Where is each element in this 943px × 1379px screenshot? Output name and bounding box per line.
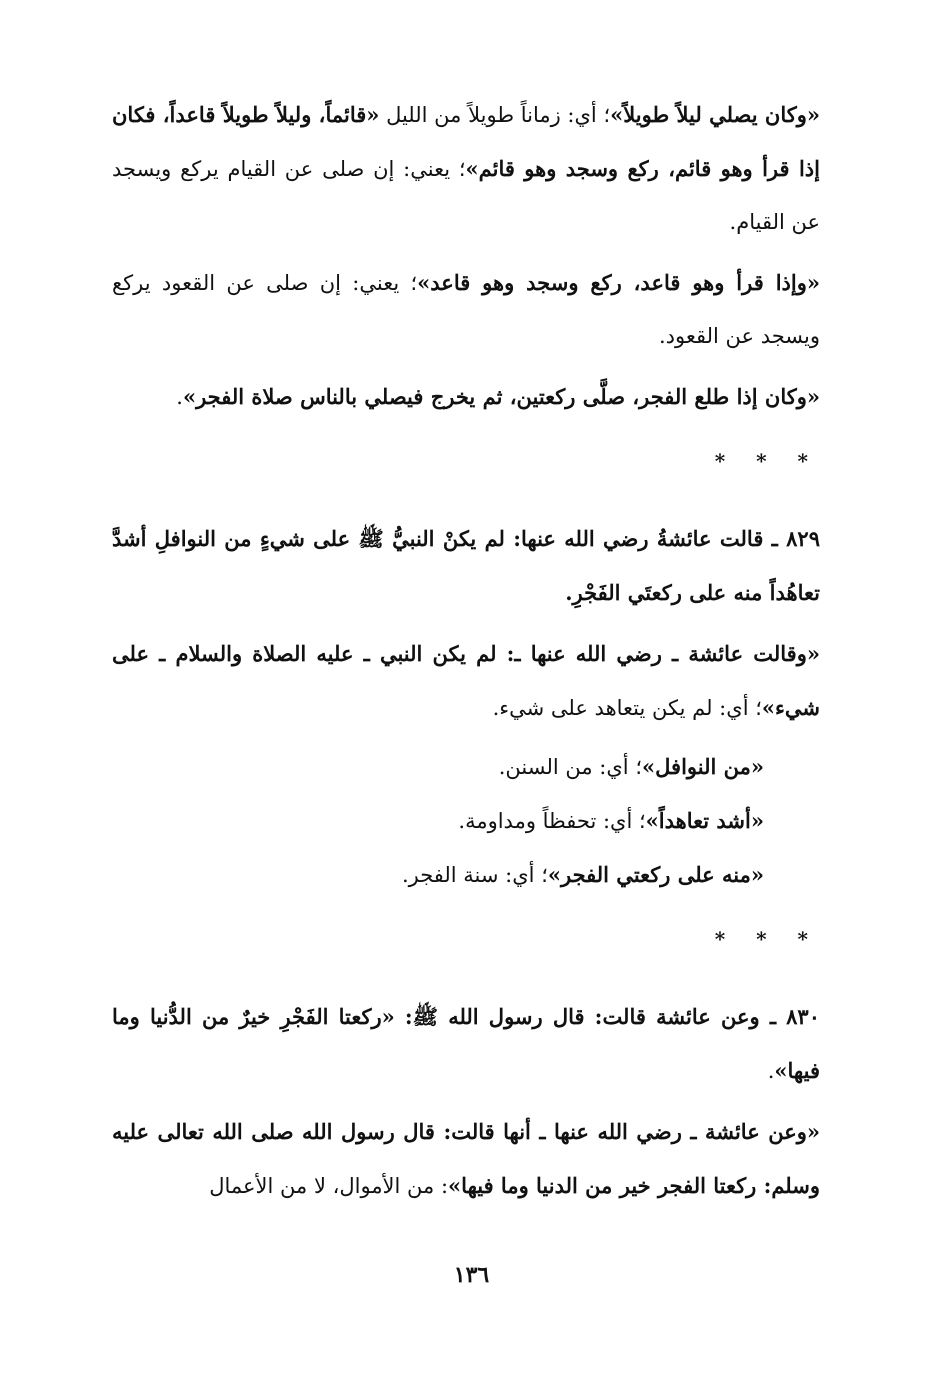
page-body — [112, 88, 820, 1220]
hadith-830 — [112, 990, 820, 1098]
quoted-text: «وكان إذا طلع الفجر، صلَّى ركعتين، ثم يخرج فيصلي بالناس صلاة الفجر» — [182, 384, 820, 409]
quoted-text: «أشد تعاهداً» — [645, 808, 764, 833]
commentary-text: : من الأموال، لا من الأعمال — [209, 1174, 449, 1198]
quoted-text: «وعن عائشة ـ رضي الله عنها ـ أنها قالت: قال رسول الله صلى الله تعالى عليه وسلم: ركعتا الفجر خير من الدنيا وما فيها» — [112, 1119, 820, 1198]
paragraph-commentary-3 — [112, 370, 820, 424]
commentary-text: . — [176, 385, 183, 409]
quoted-text: «وقالت عائشة ـ رضي الله عنها ـ: لم يكن النبي ـ عليه الصلاة والسلام ـ على شيء» — [112, 641, 820, 720]
page-number: ١٣٦ — [453, 1262, 490, 1288]
paragraph-commentary-7 — [112, 848, 764, 902]
section-separator: * * * — [714, 449, 820, 473]
commentary-text: ؛ أي: لم يكن يتعاهد على شيء. — [492, 696, 762, 720]
paragraph-commentary-8 — [112, 1105, 820, 1213]
paragraph-commentary-6 — [112, 794, 764, 848]
quoted-text: «منه على ركعتي الفجر» — [547, 862, 764, 887]
commentary-text: ؛ يعني: إن صلى عن القيام يركع ويسجد عن القيام. — [112, 157, 820, 234]
commentary-text: ؛ أي: زماناً طويلاً من الليل — [379, 103, 611, 127]
commentary-text: ؛ أي: تحفظاً ومداومة. — [458, 809, 646, 833]
hadith-text: ٨٣٠ ـ وعن عائشة قالت: قال رسول الله ﷺ: «ركعتا الفَجْرِ خيرٌ من الدُّنيا وما فيها» — [112, 1004, 820, 1083]
quoted-text: «من النوافل» — [642, 754, 764, 779]
paragraph-commentary-4 — [112, 627, 820, 735]
paragraph-commentary-1 — [112, 88, 820, 249]
quoted-text: «وإذا قرأ وهو قاعد، ركع وسجد وهو قاعد» — [417, 270, 820, 295]
hadith-text: ٨٢٩ ـ قالت عائشةُ رضي الله عنها: لم يكنْ النبيُّ ﷺ على شيءٍ من النوافلِ أشدَّ تعاهُداً منه على ركعتَي الفَجْرِ. — [112, 526, 820, 605]
commentary-text: ؛ أي: سنة الفجر. — [401, 863, 548, 887]
hadith-829 — [112, 512, 820, 620]
sub-commentary-group — [112, 740, 820, 902]
quoted-text: «قائماً، وليلاً طويلاً قاعداً، فكان إذا قرأ وهو قائم، ركع وسجد وهو قائم» — [112, 102, 820, 181]
quoted-text: «وكان يصلي ليلاً طويلاً» — [610, 102, 820, 127]
paragraph-commentary-5 — [112, 740, 764, 794]
section-separator: * * * — [714, 927, 820, 951]
commentary-text: . — [767, 1059, 775, 1083]
commentary-text: ؛ أي: من السنن. — [498, 755, 642, 779]
paragraph-commentary-2 — [112, 256, 820, 363]
commentary-text: ؛ يعني: إن صلى عن القعود يركع ويسجد عن القعود. — [112, 271, 820, 348]
